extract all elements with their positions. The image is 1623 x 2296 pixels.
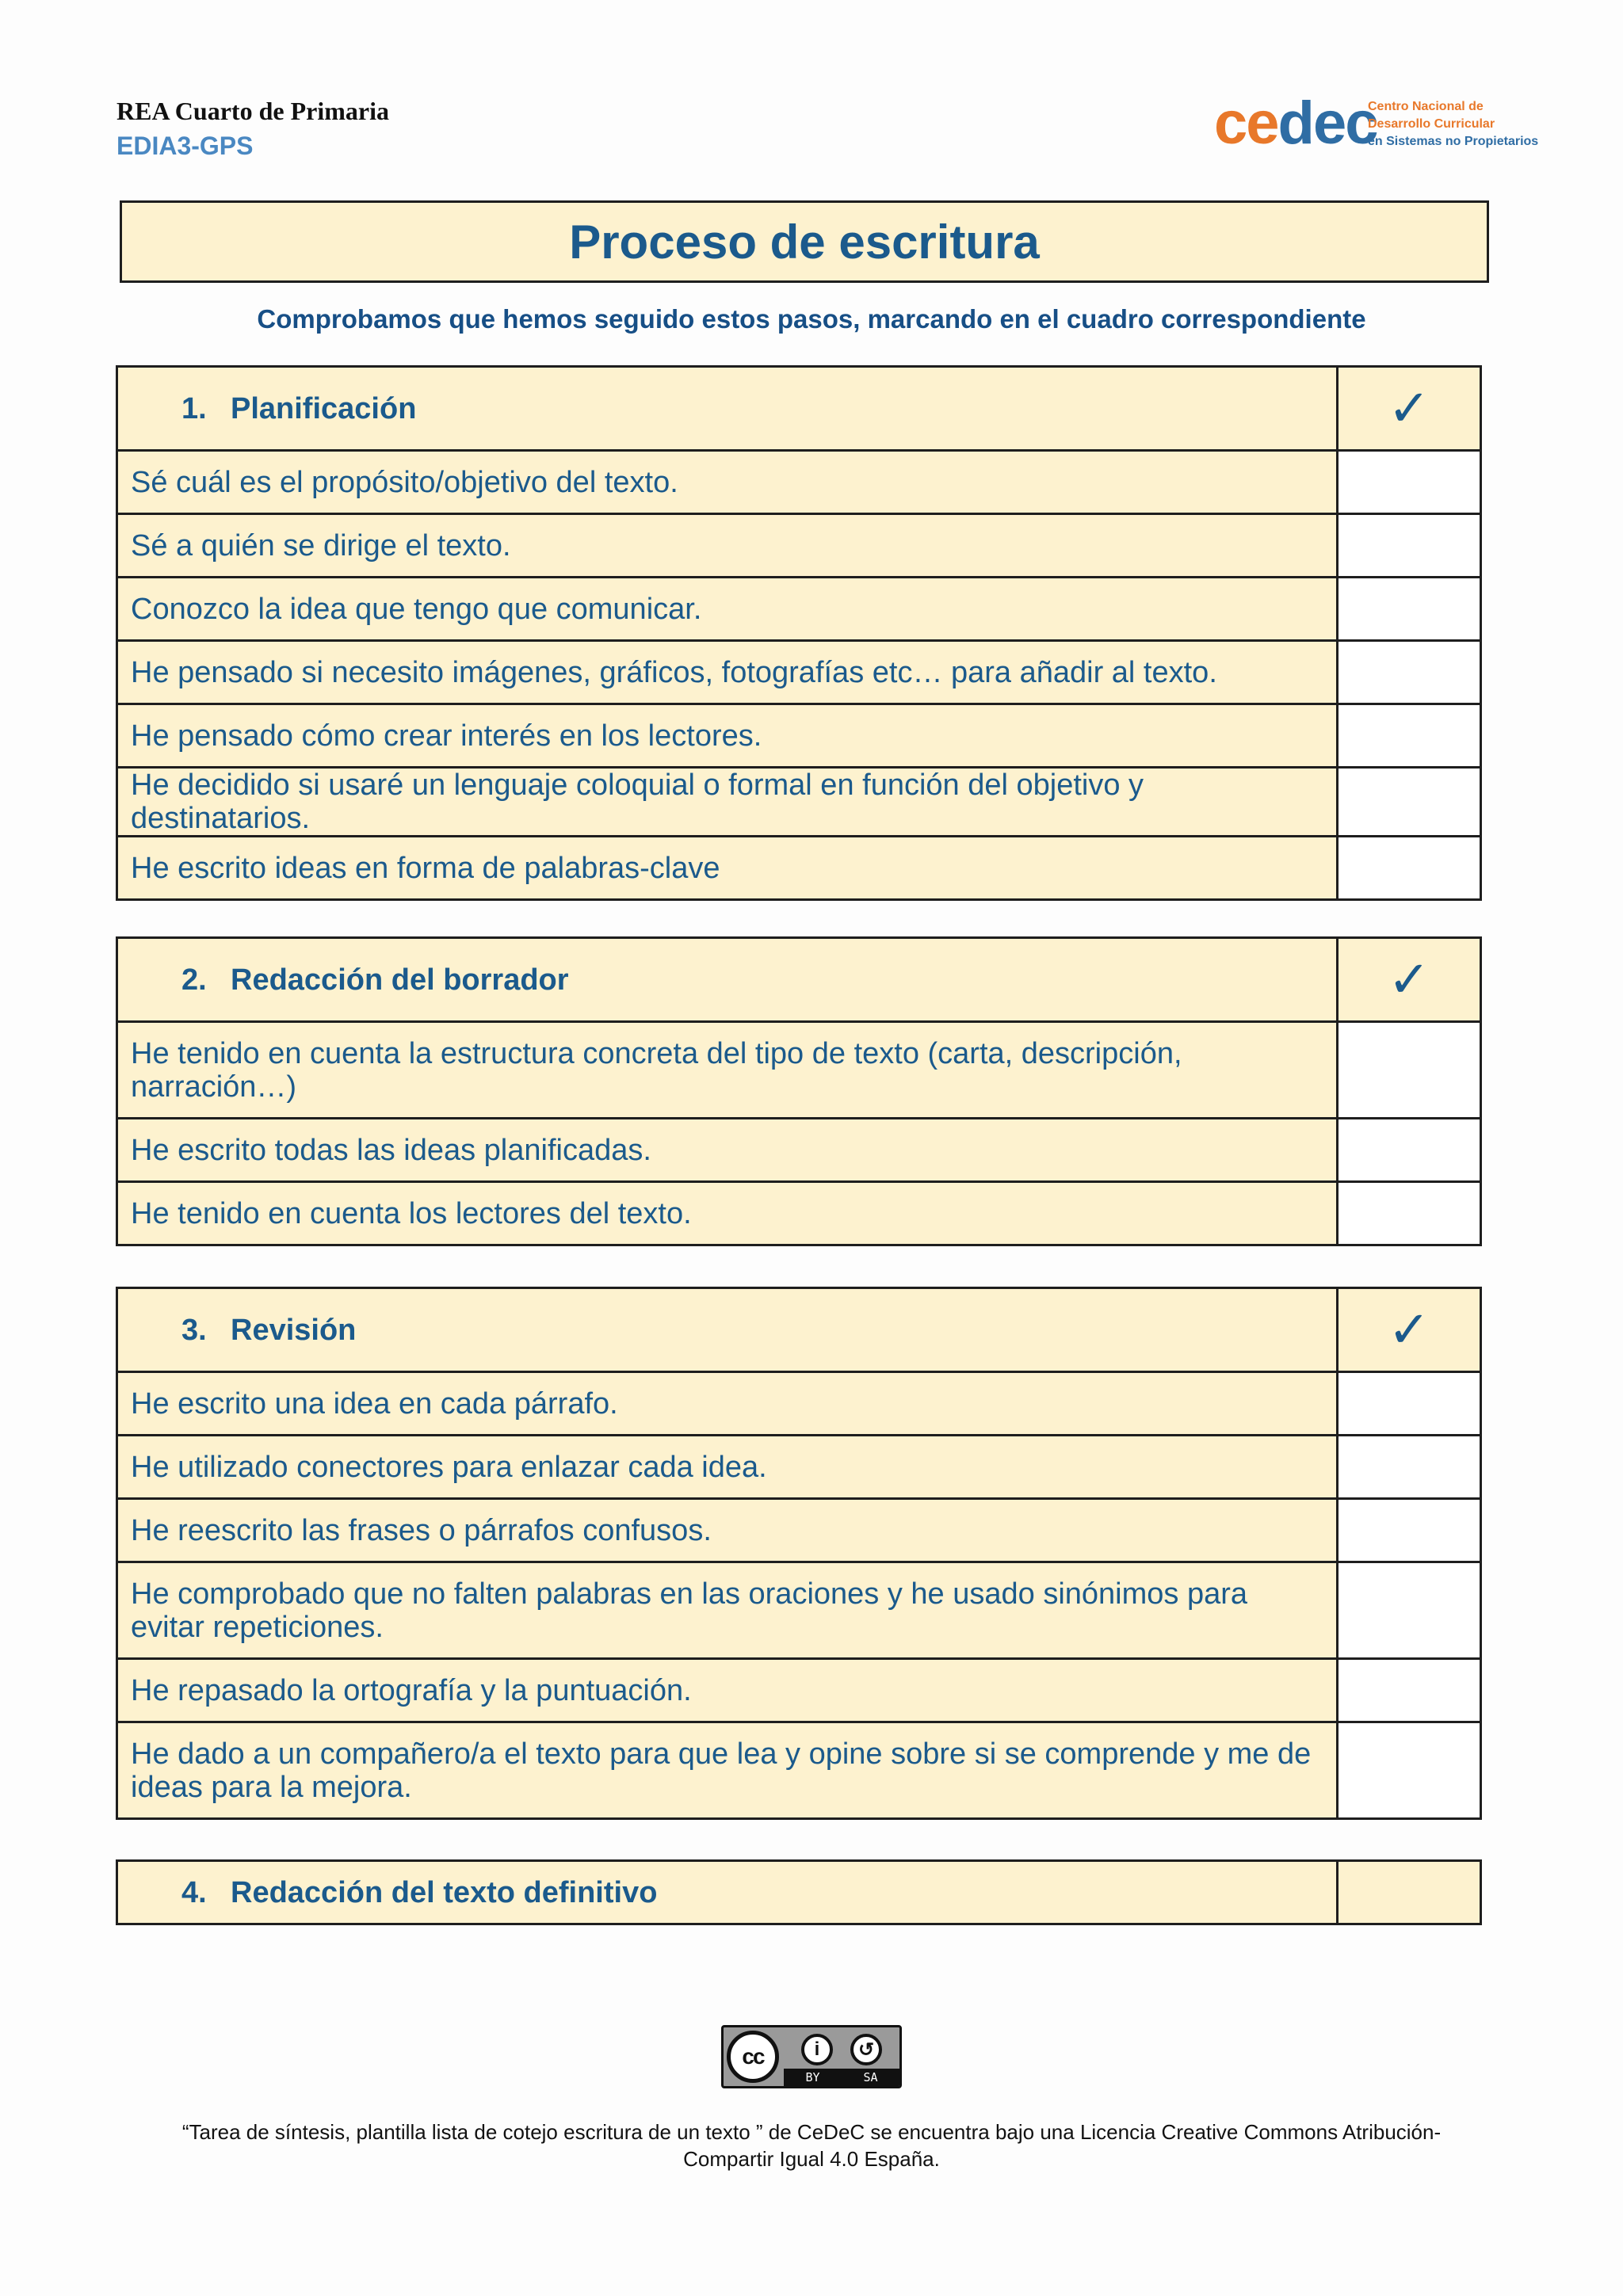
checklist-checkbox[interactable] <box>1338 514 1481 578</box>
checklist-item-text: Conozco la idea que tengo que comunicar. <box>117 578 1338 641</box>
cc-license-badge[interactable] <box>721 2025 902 2088</box>
cedec-logo <box>1214 90 1539 157</box>
cc-sa-label: SA <box>863 2070 878 2084</box>
license-text <box>119 2119 1504 2172</box>
checklist-item-text: Sé cuál es el propósito/objetivo del texto. <box>117 451 1338 514</box>
section-heading <box>117 367 1338 451</box>
cedec-logo-word-b: dec <box>1277 90 1377 157</box>
checklist-row <box>117 837 1481 900</box>
section-title: Revisión <box>231 1313 357 1347</box>
section-number: 2. <box>181 963 207 997</box>
checklist-checkbox[interactable] <box>1338 1436 1481 1499</box>
page-subtitle: Comprobamos que hemos seguido estos pasos, marcando en el cuadro correspondiente <box>257 304 1366 334</box>
checklist-item-text: He tenido en cuenta los lectores del texto. <box>117 1182 1338 1245</box>
section-heading <box>117 1861 1338 1924</box>
section-revision <box>116 1287 1482 1820</box>
checklist-checkbox[interactable] <box>1338 1861 1481 1924</box>
checklist-row <box>117 1499 1481 1562</box>
checklist-checkbox[interactable] <box>1338 768 1481 837</box>
checklist-item-text: He escrito ideas en forma de palabras-clave <box>117 837 1338 900</box>
checklist-row <box>117 1119 1481 1182</box>
cedec-logo-sub2: Desarrollo Curricular <box>1368 117 1495 131</box>
checklist-item-text: He repasado la ortografía y la puntuación. <box>117 1659 1338 1722</box>
checklist-row <box>117 1722 1481 1819</box>
check-column-icon: ✓ <box>1338 367 1481 451</box>
checklist-row <box>117 768 1481 837</box>
cc-by-label: BY <box>805 2070 820 2084</box>
checklist-row <box>117 514 1481 578</box>
cc-badge-bar <box>784 2069 899 2086</box>
checklist-checkbox[interactable] <box>1338 451 1481 514</box>
checklist-checkbox[interactable] <box>1338 1562 1481 1659</box>
checklist-item-text: He utilizado conectores para enlazar cada idea. <box>117 1436 1338 1499</box>
checklist-row <box>117 1022 1481 1119</box>
checklist-checkbox[interactable] <box>1338 641 1481 704</box>
checklist-row <box>117 1436 1481 1499</box>
section-number: 1. <box>181 391 207 425</box>
checklist-checkbox[interactable] <box>1338 1119 1481 1182</box>
section-header <box>117 1288 1481 1372</box>
checklist-item-text: He pensado cómo crear interés en los lectores. <box>117 704 1338 768</box>
checklist-checkbox[interactable] <box>1338 1499 1481 1562</box>
section-number: 4. <box>181 1875 207 1909</box>
checklist-item-text: He escrito todas las ideas planificadas. <box>117 1119 1338 1182</box>
checklist-checkbox[interactable] <box>1338 1659 1481 1722</box>
checklist-checkbox[interactable] <box>1338 1372 1481 1436</box>
checklist-checkbox[interactable] <box>1338 1182 1481 1245</box>
checklist-row <box>117 1182 1481 1245</box>
checklist-checkbox[interactable] <box>1338 704 1481 768</box>
section-heading <box>117 1288 1338 1372</box>
cedec-logo-word <box>1214 90 1377 157</box>
checklist-row <box>117 1659 1481 1722</box>
check-column-icon: ✓ <box>1338 1288 1481 1372</box>
section-header <box>117 367 1481 451</box>
cedec-logo-word-a: ce <box>1214 90 1278 157</box>
checklist-checkbox[interactable] <box>1338 1022 1481 1119</box>
section-title: Redacción del borrador <box>231 963 569 997</box>
license-text-line2: Compartir Igual 4.0 España. <box>683 2147 940 2171</box>
course-label: REA Cuarto de Primaria <box>116 97 389 125</box>
section-header <box>117 1861 1481 1924</box>
section-number: 3. <box>181 1313 207 1347</box>
section-planificacion <box>116 365 1482 901</box>
cedec-logo-subtitle <box>1368 98 1538 151</box>
cedec-logo-sub1: Centro Nacional de <box>1368 100 1484 113</box>
section-texto-definitivo <box>116 1859 1482 1925</box>
checklist-checkbox[interactable] <box>1338 578 1481 641</box>
checklist-row <box>117 1372 1481 1436</box>
check-column-icon: ✓ <box>1338 938 1481 1022</box>
checklist-item-text: He dado a un compañero/a el texto para que lea y opine sobre si se comprende y me de ideas para la mejora. <box>117 1722 1338 1819</box>
section-header <box>117 938 1481 1022</box>
checklist-item-text: He decidido si usaré un lenguaje coloquial o formal en función del objetivo y destinatarios. <box>117 768 1338 837</box>
page-title: Proceso de escritura <box>569 215 1040 269</box>
checklist-checkbox[interactable] <box>1338 1722 1481 1819</box>
license-text-line1: “Tarea de síntesis, plantilla lista de cotejo escritura de un texto ” de CeDeC se encuentra bajo una Licencia Creative Commons Atribución- <box>181 2120 1442 2144</box>
checklist-row <box>117 578 1481 641</box>
checklist-row <box>117 704 1481 768</box>
section-title: Planificación <box>231 391 417 425</box>
section-title: Redacción del texto definitivo <box>231 1875 658 1909</box>
cedec-logo-sub3: en Sistemas no Propietarios <box>1368 135 1539 148</box>
checklist-item-text: He tenido en cuenta la estructura concreta del tipo de texto (carta, descripción, narración…) <box>117 1022 1338 1119</box>
checklist-item-text: He escrito una idea en cada párrafo. <box>117 1372 1338 1436</box>
section-heading <box>117 938 1338 1022</box>
checklist-item-text: He comprobado que no falten palabras en las oraciones y he usado sinónimos para evitar repeticiones. <box>117 1562 1338 1659</box>
title-box <box>120 200 1489 283</box>
checklist-item-text: Sé a quién se dirige el texto. <box>117 514 1338 578</box>
checklist-row <box>117 641 1481 704</box>
checklist-row <box>117 451 1481 514</box>
checklist-item-text: He pensado si necesito imágenes, gráficos, fotografías etc… para añadir al texto. <box>117 641 1338 704</box>
checklist-row <box>117 1562 1481 1659</box>
checklist-checkbox[interactable] <box>1338 837 1481 900</box>
section-redaccion-borrador <box>116 936 1482 1246</box>
share-alike-icon: ↺ <box>850 2034 882 2065</box>
cc-icon: cc <box>727 2031 779 2083</box>
course-code: EDIA3-GPS <box>116 132 254 160</box>
attribution-icon: i <box>801 2034 833 2065</box>
checklist-item-text: He reescrito las frases o párrafos confusos. <box>117 1499 1338 1562</box>
